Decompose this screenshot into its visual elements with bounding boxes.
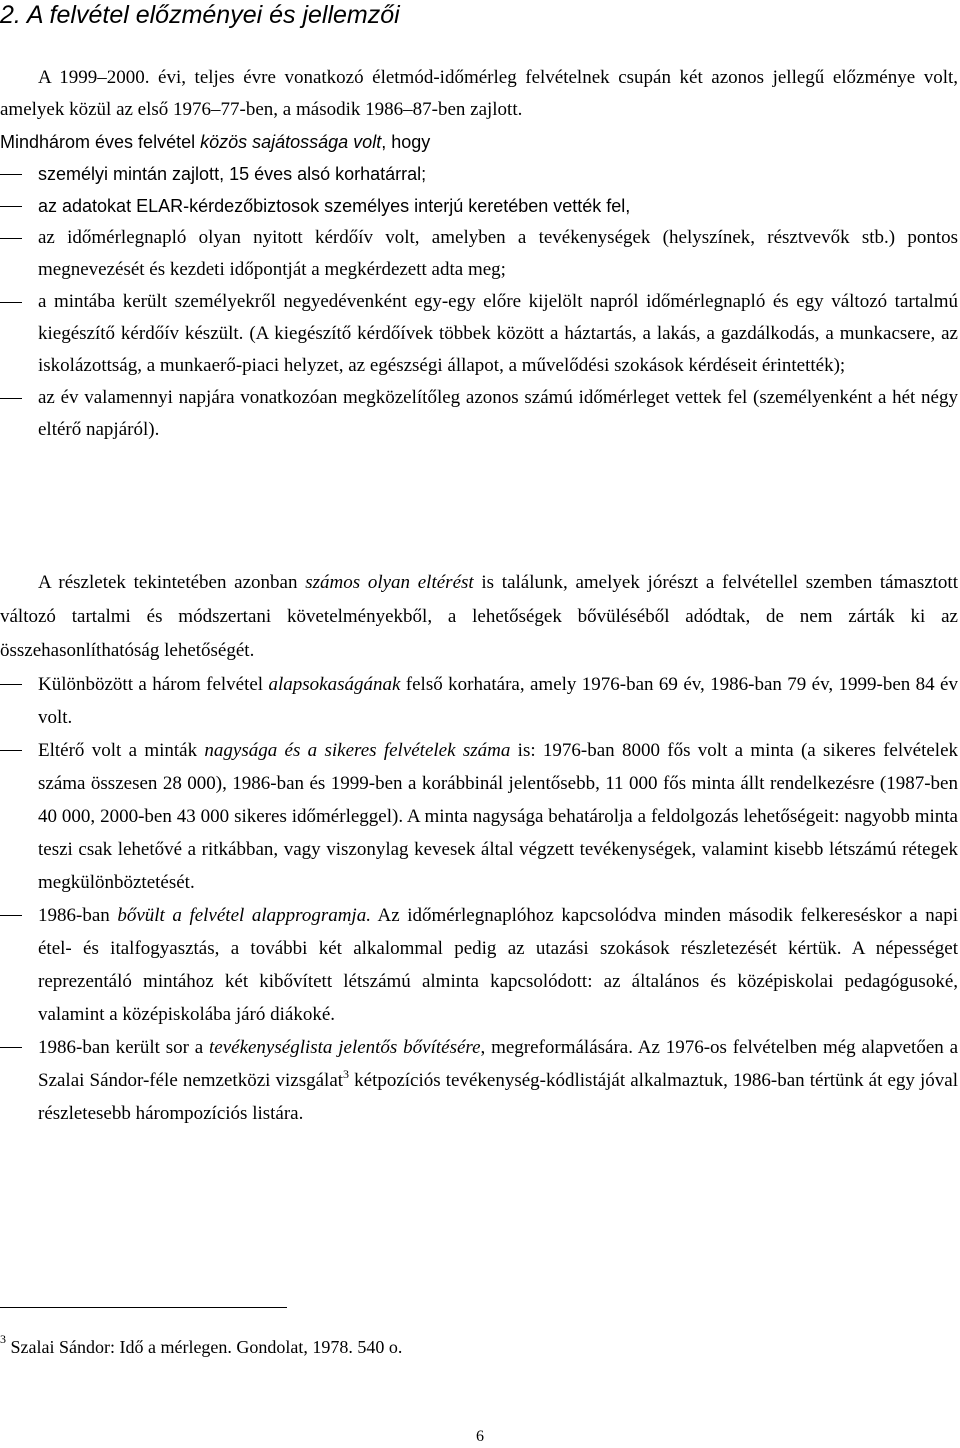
list-item: a mintába került személyekről negyedévenként egy-egy előre kijelölt napról időmérlegnapló és egy változó tartalmú kiegészítő kérdőív készült. (A kiegészítő kérdőívek többek között a háztartás, a lakás, a gazdálkodás, a munkacsere, az iskolázottság, a munkaerő-piaci helyzet, az egészségi állapot, a művelődési szokások kérdéseit érintették); xyxy=(0,286,958,382)
footnote-number: 3 xyxy=(0,1332,6,1346)
footnote-divider xyxy=(0,1307,287,1308)
page-number: 6 xyxy=(476,1428,484,1445)
item-text: 1986-ban került sor a xyxy=(38,1037,209,1058)
item-text-end: felső korhatára, amely 1976-ban 69 év, 1986-ban 79 év, 1999-ben 84 év volt. xyxy=(38,674,958,728)
list-item: az időmérlegnapló olyan nyitott kérdőív volt, amelyben a tevékenységek (helyszínek, résztvevők stb.) pontos megnevezését és kezdeti időpontját a megkérdezett adta meg; xyxy=(0,222,958,286)
differences-section xyxy=(0,566,958,1130)
list-item: személyi mintán zajlott, 15 éves alsó korhatárral; xyxy=(0,158,958,190)
footnote-text: Szalai Sándor: Idő a mérlegen. Gondolat, 1978. 540 o. xyxy=(10,1337,403,1357)
section-heading: 2. A felvétel előzményei és jellemzői xyxy=(0,1,400,29)
intro-section xyxy=(0,62,958,446)
list-item xyxy=(0,899,958,1031)
common-features-list xyxy=(0,158,958,446)
list-item xyxy=(0,668,958,734)
item-text-end: kétpozíciós tevékenység-kódlistáját alkalmaztuk, 1986-ban tértünk át egy jóval részletesebb hárompozíciós listára. xyxy=(38,1070,958,1124)
item-emphasis: alapsokaságának xyxy=(268,674,401,695)
lead-text-end: , hogy xyxy=(381,132,431,152)
item-text: 1986-ban xyxy=(38,905,118,926)
footnote-reference[interactable]: 3 xyxy=(343,1067,350,1081)
item-emphasis: bővült a felvétel alapprogramja. xyxy=(117,905,371,926)
item-text: Különbözött a három felvétel xyxy=(38,674,269,695)
paragraph-text: A részletek tekintetében azonban xyxy=(38,572,306,593)
differences-paragraph xyxy=(0,566,958,668)
item-text-middle: , megreformálására. Az 1976-os felvételben még alapvetően a Szalai Sándor-féle nemzetközi vizsgálat xyxy=(38,1037,958,1091)
footnote xyxy=(0,1326,402,1360)
lead-emphasis: közös sajátossága volt xyxy=(200,132,382,152)
list-item: az adatokat ELAR-kérdezőbiztosok személyes interjú keretében vették fel, xyxy=(0,190,958,222)
differences-list xyxy=(0,668,958,1130)
item-text: Eltérő volt a minták xyxy=(38,740,205,761)
item-emphasis: nagysága és a sikeres felvételek száma xyxy=(204,740,511,761)
intro-lead-paragraph xyxy=(0,126,958,158)
item-text-end: is: 1976-ban 8000 fős volt a minta (a sikeres felvételek száma összesen 28 000), 1986-ban és 1999-ben a korábbinál jelentősebb, 11 000 fős minta állt rendelkezésre (1987-ben 40 000, 2000-ben 43 000 sikeres időmérleggel). A minta nagysága behatárolja a feldolgozás lehetőségeit: nagyobb minta teszi csak lehetővé a ritkábban, vagy viszonylag kevesek által végzett tevékenységek, valamint kisebb létszámú rétegek megkülönböztetését. xyxy=(38,740,958,893)
list-item xyxy=(0,734,958,899)
list-item: az év valamennyi napjára vonatkozóan megközelítőleg azonos számú időmérleget vettek fel (személyenként a hét négy eltérő napjáról). xyxy=(0,382,958,446)
lead-text: Mindhárom éves felvétel xyxy=(0,132,201,152)
item-emphasis: tevékenységlista jelentős bővítésére xyxy=(208,1037,481,1058)
paragraph-emphasis: számos olyan eltérést xyxy=(305,572,474,593)
paragraph-text-end: is találunk, amelyek jórészt a felvétellel szemben támasztott változó tartalmi és módszertani követelményekből, a lehetőségek bővüléséből adódtak, de nem zárták ki az összehasonlíthatóság lehetőségét. xyxy=(0,572,958,661)
item-text-end: Az időmérlegnaplóhoz kapcsolódva minden második felkereséskor a napi étel- és italfogyasztás, a további két alkalommal pedig az utazási szokások részletezését kértük. A népességet reprezentáló mintához két kibővített létszámú alminta kapcsolódott: az általános és középiskolai pedagógusoké, valamint a középiskolába járó diákoké. xyxy=(38,905,959,1025)
intro-paragraph: A 1999–2000. évi, teljes évre vonatkozó életmód-időmérleg felvételnek csupán két azonos jellegű előzménye volt, amelyek közül az első 1976–77-ben, a második 1986–87-ben zajlott. xyxy=(0,67,958,120)
list-item xyxy=(0,1031,958,1130)
